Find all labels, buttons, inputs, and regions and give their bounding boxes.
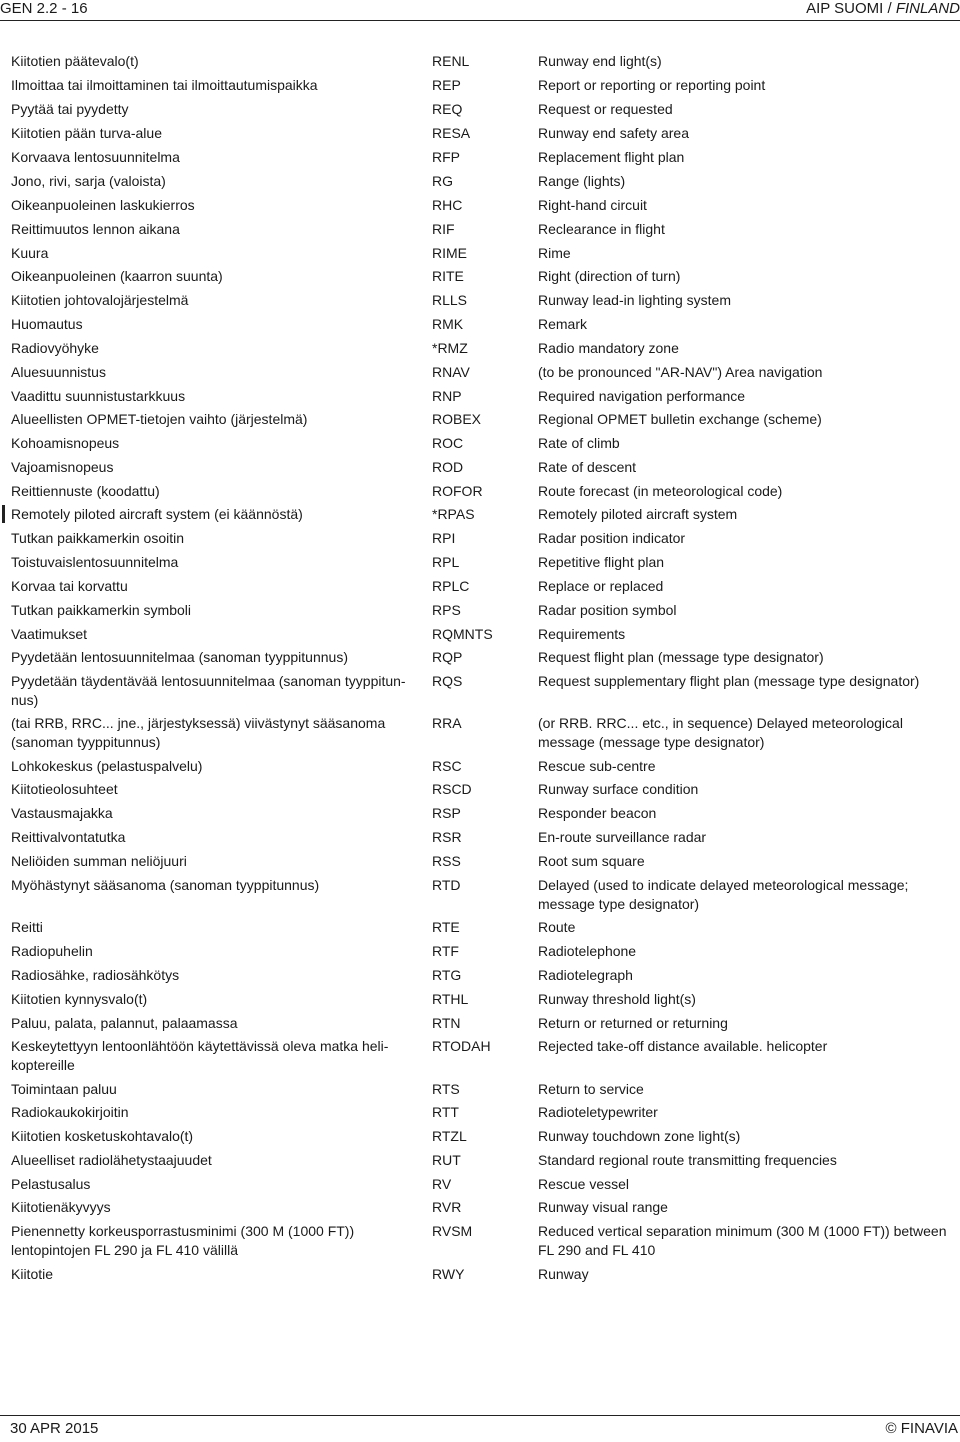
english-term: Responder beacon	[538, 805, 657, 821]
abbreviation: REQ	[432, 101, 463, 117]
finnish-term: Kiitotien johtovalojärjestelmä	[11, 292, 189, 308]
finnish-term: Radiovyöhyke	[11, 340, 99, 356]
english-term: Route	[538, 919, 576, 935]
finnish-term: Reittimuutos lennon aikana	[11, 221, 180, 237]
english-term: Reclearance in flight	[538, 221, 665, 237]
abbreviation: RPS	[432, 602, 461, 618]
abbreviation: ROD	[432, 459, 464, 475]
finnish-term: Kiitotieolosuhteet	[11, 781, 118, 797]
english-term: Radar position symbol	[538, 602, 677, 618]
finnish-term: Korvaava lentosuunnitelma	[11, 149, 180, 165]
finnish-term: Pyydetään täydentävää lentosuunnitelmaa (sanoman tyyppitun- nus)	[11, 673, 406, 708]
english-term: Rejected take-off distance available. helicopter	[538, 1038, 828, 1054]
abbreviation: RMK	[432, 316, 464, 332]
english-term: Radiotelegraph	[538, 967, 633, 983]
english-term: Radar position indicator	[538, 530, 686, 546]
english-term: Runway surface condition	[538, 781, 699, 797]
english-term: Replace or replaced	[538, 578, 664, 594]
abbreviation: RTZL	[432, 1128, 467, 1144]
english-term: (to be pronounced "AR-NAV") Area navigation	[538, 364, 823, 380]
english-term: Root sum square	[538, 853, 645, 869]
english-term: Right (direction of turn)	[538, 268, 681, 284]
finnish-term: Alueelliset radiolähetystaajuudet	[11, 1152, 212, 1168]
abbreviation: RRA	[432, 715, 462, 731]
abbreviation: RTF	[432, 943, 459, 959]
page-footer	[0, 1415, 960, 1439]
finnish-term: Huomautus	[11, 316, 83, 332]
english-term: Repetitive flight plan	[538, 554, 665, 570]
finnish-term: Toistuvaislentosuunnitelma	[11, 554, 179, 570]
english-term: Rate of descent	[538, 459, 637, 475]
finnish-term: Pyytää tai pyydetty	[11, 101, 129, 117]
header-publication	[806, 0, 960, 18]
english-term: (or RRB. RRC... etc., in sequence) Delayed meteorological message (message type designator)	[538, 715, 903, 750]
finnish-term: Radiosähke, radiosähkötys	[11, 967, 180, 983]
finnish-term: Ilmoittaa tai ilmoittaminen tai ilmoittautumispaikka	[11, 77, 318, 93]
english-term: Runway end safety area	[538, 125, 689, 141]
abbreviation: REP	[432, 77, 461, 93]
footer-copyright: © FINAVIA	[885, 1420, 958, 1437]
english-term: Rate of climb	[538, 435, 620, 451]
abbreviation: RQMNTS	[432, 626, 493, 642]
footer-date: 30 APR 2015	[10, 1420, 99, 1437]
english-term: Return or returned or returning	[538, 1015, 728, 1031]
abbreviation: RSR	[432, 829, 462, 845]
abbreviation: RSCD	[432, 781, 472, 797]
english-term: Requirements	[538, 626, 626, 642]
abbreviation: RFP	[432, 149, 460, 165]
abbreviation: RV	[432, 1176, 452, 1192]
english-term: Required navigation performance	[538, 388, 746, 404]
change-bar	[2, 505, 5, 523]
abbreviation: RTODAH	[432, 1038, 491, 1054]
finnish-term: Keskeytettyyn lentoonlähtöön käytettävissä oleva matka heli- koptereille	[11, 1038, 389, 1073]
finnish-term: Kohoamisnopeus	[11, 435, 120, 451]
abbreviation: RUT	[432, 1152, 461, 1168]
finnish-term: Pelastusalus	[11, 1176, 91, 1192]
english-term: Runway visual range	[538, 1199, 668, 1215]
abbreviation: RQP	[432, 649, 463, 665]
abbreviation: ROC	[432, 435, 464, 451]
abbreviation: RTG	[432, 967, 462, 983]
english-term: Report or reporting or reporting point	[538, 77, 766, 93]
finnish-term: Tutkan paikkamerkin osoitin	[11, 530, 185, 546]
abbreviation: ROBEX	[432, 411, 482, 427]
abbreviation: RTT	[432, 1104, 459, 1120]
finnish-term: Pienennetty korkeusporrastusminimi (300 M (1000 FT)) lentopintojen FL 290 ja FL 410 välillä	[11, 1223, 355, 1258]
finnish-term: Lohkokeskus (pelastuspalvelu)	[11, 758, 203, 774]
finnish-term: Vaadittu suunnistustarkkuus	[11, 388, 186, 404]
abbreviation: ROFOR	[432, 483, 483, 499]
english-term: Range (lights)	[538, 173, 626, 189]
finnish-term: Oikeanpuoleinen (kaarron suunta)	[11, 268, 223, 284]
english-term: Radioteletypewriter	[538, 1104, 658, 1120]
abbreviation: RTD	[432, 877, 461, 893]
abbreviation: RTE	[432, 919, 460, 935]
finnish-term: Kuura	[11, 245, 49, 261]
abbreviation: RENL	[432, 53, 470, 69]
english-term: Replacement flight plan	[538, 149, 685, 165]
finnish-term: (tai RRB, RRC... jne., järjestyksessä) viivästynyt sääsanoma (sanoman tyyppitunnus)	[11, 715, 386, 750]
finnish-term: Reitti	[11, 919, 43, 935]
finnish-term: Kiitotien kosketuskohtavalo(t)	[11, 1128, 194, 1144]
abbreviation: RLLS	[432, 292, 468, 308]
english-term: En-route surveillance radar	[538, 829, 707, 845]
abbreviation: *RMZ	[432, 340, 468, 356]
english-term: Rescue sub-centre	[538, 758, 656, 774]
finnish-term: Vastausmajakka	[11, 805, 113, 821]
page-header	[0, 0, 960, 21]
abbreviation: *RPAS	[432, 506, 475, 522]
abbreviation: RTN	[432, 1015, 461, 1031]
finnish-term: Vaatimukset	[11, 626, 87, 642]
finnish-term: Remotely piloted aircraft system (ei käännöstä)	[11, 506, 303, 522]
abbreviation: RSS	[432, 853, 461, 869]
abbreviation: RQS	[432, 673, 463, 689]
english-term: Request or requested	[538, 101, 673, 117]
finnish-term: Neliöiden summan neliöjuuri	[11, 853, 187, 869]
abbreviation: RVSM	[432, 1223, 473, 1239]
abbreviation: RSC	[432, 758, 462, 774]
finnish-term: Reittiennuste (koodattu)	[11, 483, 160, 499]
english-term: Radiotelephone	[538, 943, 637, 959]
finnish-term: Oikeanpuoleinen laskukierros	[11, 197, 195, 213]
english-term: Request flight plan (message type designator)	[538, 649, 824, 665]
abbreviation: RHC	[432, 197, 463, 213]
english-term: Runway threshold light(s)	[538, 991, 696, 1007]
finnish-term: Tutkan paikkamerkin symboli	[11, 602, 191, 618]
finnish-term: Korvaa tai korvattu	[11, 578, 128, 594]
english-term: Request supplementary flight plan (message type designator)	[538, 673, 920, 689]
finnish-term: Kiitotien päätevalo(t)	[11, 53, 139, 69]
header-publication-state: FINLAND	[895, 0, 960, 17]
english-term: Remotely piloted aircraft system	[538, 506, 738, 522]
english-term: Runway lead-in lighting system	[538, 292, 731, 308]
english-term: Route forecast (in meteorological code)	[538, 483, 783, 499]
abbreviation: RNP	[432, 388, 462, 404]
english-term: Delayed (used to indicate delayed meteorological message; message type designator)	[538, 877, 909, 912]
english-term: Remark	[538, 316, 588, 332]
english-term: Runway end light(s)	[538, 53, 662, 69]
english-term: Runway	[538, 1266, 589, 1282]
english-term: Regional OPMET bulletin exchange (scheme)	[538, 411, 822, 427]
finnish-term: Vajoamisnopeus	[11, 459, 114, 475]
abbreviation: RESA	[432, 125, 471, 141]
abbreviation: RSP	[432, 805, 461, 821]
abbreviation: RPL	[432, 554, 460, 570]
finnish-term: Radiopuhelin	[11, 943, 93, 959]
finnish-term: Aluesuunnistus	[11, 364, 106, 380]
abbreviation: RWY	[432, 1266, 465, 1282]
english-term: Runway touchdown zone light(s)	[538, 1128, 741, 1144]
finnish-term: Kiitotien pään turva-alue	[11, 125, 162, 141]
finnish-term: Myöhästynyt sääsanoma (sanoman tyyppitunnus)	[11, 877, 320, 893]
english-term: Standard regional route transmitting frequencies	[538, 1152, 837, 1168]
finnish-term: Kiitotien kynnysvalo(t)	[11, 991, 148, 1007]
finnish-term: Alueellisten OPMET-tietojen vaihto (järjestelmä)	[11, 411, 308, 427]
english-term: Rescue vessel	[538, 1176, 630, 1192]
finnish-term: Kiitotienäkyvyys	[11, 1199, 111, 1215]
abbreviation: RNAV	[432, 364, 470, 380]
header-section-ref: GEN 2.2 - 16	[0, 0, 88, 17]
abbreviation: RPLC	[432, 578, 470, 594]
english-term: Rime	[538, 245, 571, 261]
finnish-term: Kiitotie	[11, 1266, 54, 1282]
english-term: Reduced vertical separation minimum (300 M (1000 FT)) between FL 290 and FL 410	[538, 1223, 947, 1258]
finnish-term: Pyydetään lentosuunnitelmaa (sanoman tyyppitunnus)	[11, 649, 348, 665]
abbreviation: RG	[432, 173, 453, 189]
abbreviation: RIME	[432, 245, 467, 261]
abbreviation: RIF	[432, 221, 455, 237]
abbreviation: RTS	[432, 1081, 460, 1097]
finnish-term: Reittivalvontatutka	[11, 829, 126, 845]
english-term: Return to service	[538, 1081, 644, 1097]
abbreviation: RVR	[432, 1199, 462, 1215]
english-term: Right-hand circuit	[538, 197, 647, 213]
abbreviation: RTHL	[432, 991, 469, 1007]
abbreviation: RPI	[432, 530, 456, 546]
abbreviation: RITE	[432, 268, 464, 284]
finnish-term: Radiokaukokirjoitin	[11, 1104, 129, 1120]
finnish-term: Jono, rivi, sarja (valoista)	[11, 173, 166, 189]
header-publication-country: AIP SUOMI /	[806, 0, 896, 17]
finnish-term: Toimintaan paluu	[11, 1081, 117, 1097]
finnish-term: Paluu, palata, palannut, palaamassa	[11, 1015, 238, 1031]
english-term: Radio mandatory zone	[538, 340, 679, 356]
